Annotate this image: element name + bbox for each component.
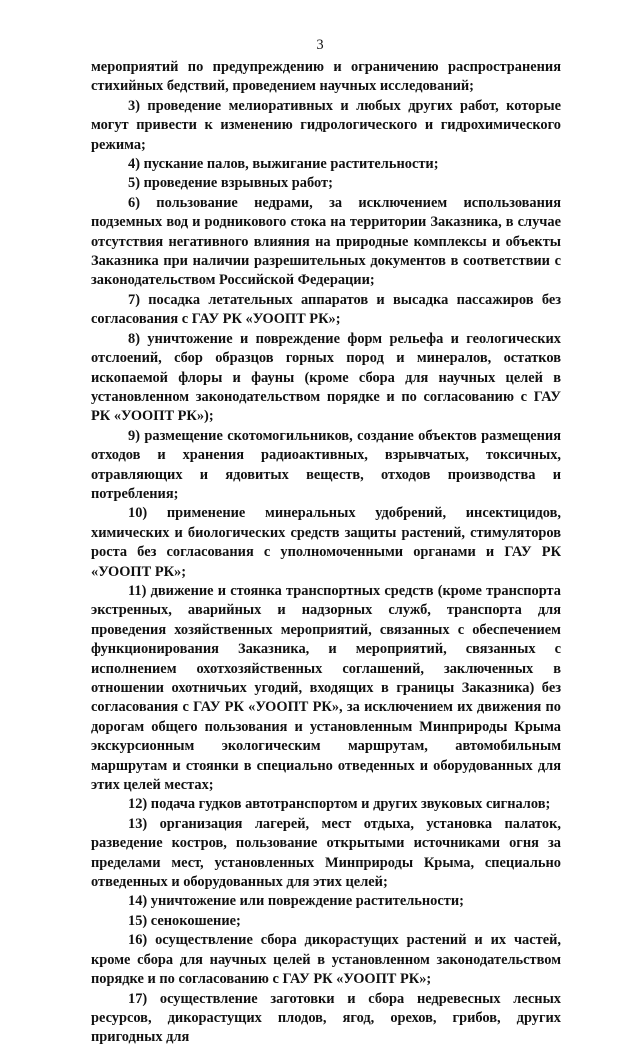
list-item-6: 6) пользование недрами, за исключением использования подземных вод и родникового стока на территории Заказника, в случае отсутствия негативного влияния на природные комплексы и объекты Заказника при наличии разрешительных документов в соответствии с законодательством Российской Федерации; [91, 194, 561, 289]
list-item-14: 14) уничтожение или повреждение растительности; [128, 893, 464, 910]
list-item-7: 7) посадка летательных аппаратов и высадка пассажиров без согласования с ГАУ РК «УООПТ РК»; [91, 291, 561, 328]
list-item-12: 12) подача гудков автотранспортом и других звуковых сигналов; [128, 796, 551, 813]
list-item-11: 11) движение и стоянка транспортных средств (кроме транспорта экстренных, аварийных и надзорных служб, транспорта для проведения хозяйственных мероприятий, связанных с обеспечением функционирования Заказника, и мероприятий, связанных с исполнением охотхозяйственных соглашений, заключенных в отношении охотничьих угодий, входящих в границы Заказника) без согласования с ГАУ РК «УООПТ РК», за исключением их движения по дорогам общего пользования и установленным Минприроды Крыма экскурсионным экологическим маршрутам, автомобильным маршрутам и стоянки в специально отведенных и оборудованных для этих целей местах; [91, 582, 561, 794]
list-item-5: 5) проведение взрывных работ; [128, 175, 333, 192]
list-item-9: 9) размещение скотомогильников, создание объектов размещения отходов и хранения радиоактивных, взрывчатых, токсичных, отравляющих и ядовитых веществ, отходов производства и потребления; [91, 427, 561, 502]
list-item-16: 16) осуществление сбора дикорастущих растений и их частей, кроме сбора для научных целей в установленном законодательством порядке и по согласованию с ГАУ РК «УООПТ РК»; [91, 932, 561, 988]
list-item-17: 17) осуществление заготовки и сбора недревесных лесных ресурсов, дикорастущих плодов, ягод, орехов, грибов, других пригодных для [91, 990, 561, 1046]
list-item-15: 15) сенокошение; [128, 912, 241, 929]
document-body [91, 58, 561, 1048]
list-item-3: 3) проведение мелиоративных и любых других работ, которые могут привести к изменению гидрологического и гидрохимического режима; [91, 97, 561, 153]
list-item-8: 8) уничтожение и повреждение форм рельефа и геологических отслоений, сбор образцов горных пород и минералов, остатков ископаемой флоры и фауны (кроме сбора для научных целей в установленном законодательством порядке и по согласованию с ГАУ РК «УООПТ РК»); [91, 330, 561, 425]
paragraph-continuation: мероприятий по предупреждению и ограничению распространения стихийных бедствий, проведением научных исследований; [91, 59, 561, 95]
list-item-13: 13) организация лагерей, мест отдыха, установка палаток, разведение костров, пользование открытыми источниками огня за пределами мест, установленных Минприроды Крыма, специально отведенных и оборудованных для этих целей; [91, 815, 561, 891]
page-number: 3 [316, 37, 324, 53]
list-item-10: 10) применение минеральных удобрений, инсектицидов, химических и биологических средств защиты растений, стимуляторов роста без согласования с уполномоченными органами и ГАУ РК «УООПТ РК»; [91, 505, 561, 580]
list-item-4: 4) пускание палов, выжигание растительности; [128, 156, 439, 173]
